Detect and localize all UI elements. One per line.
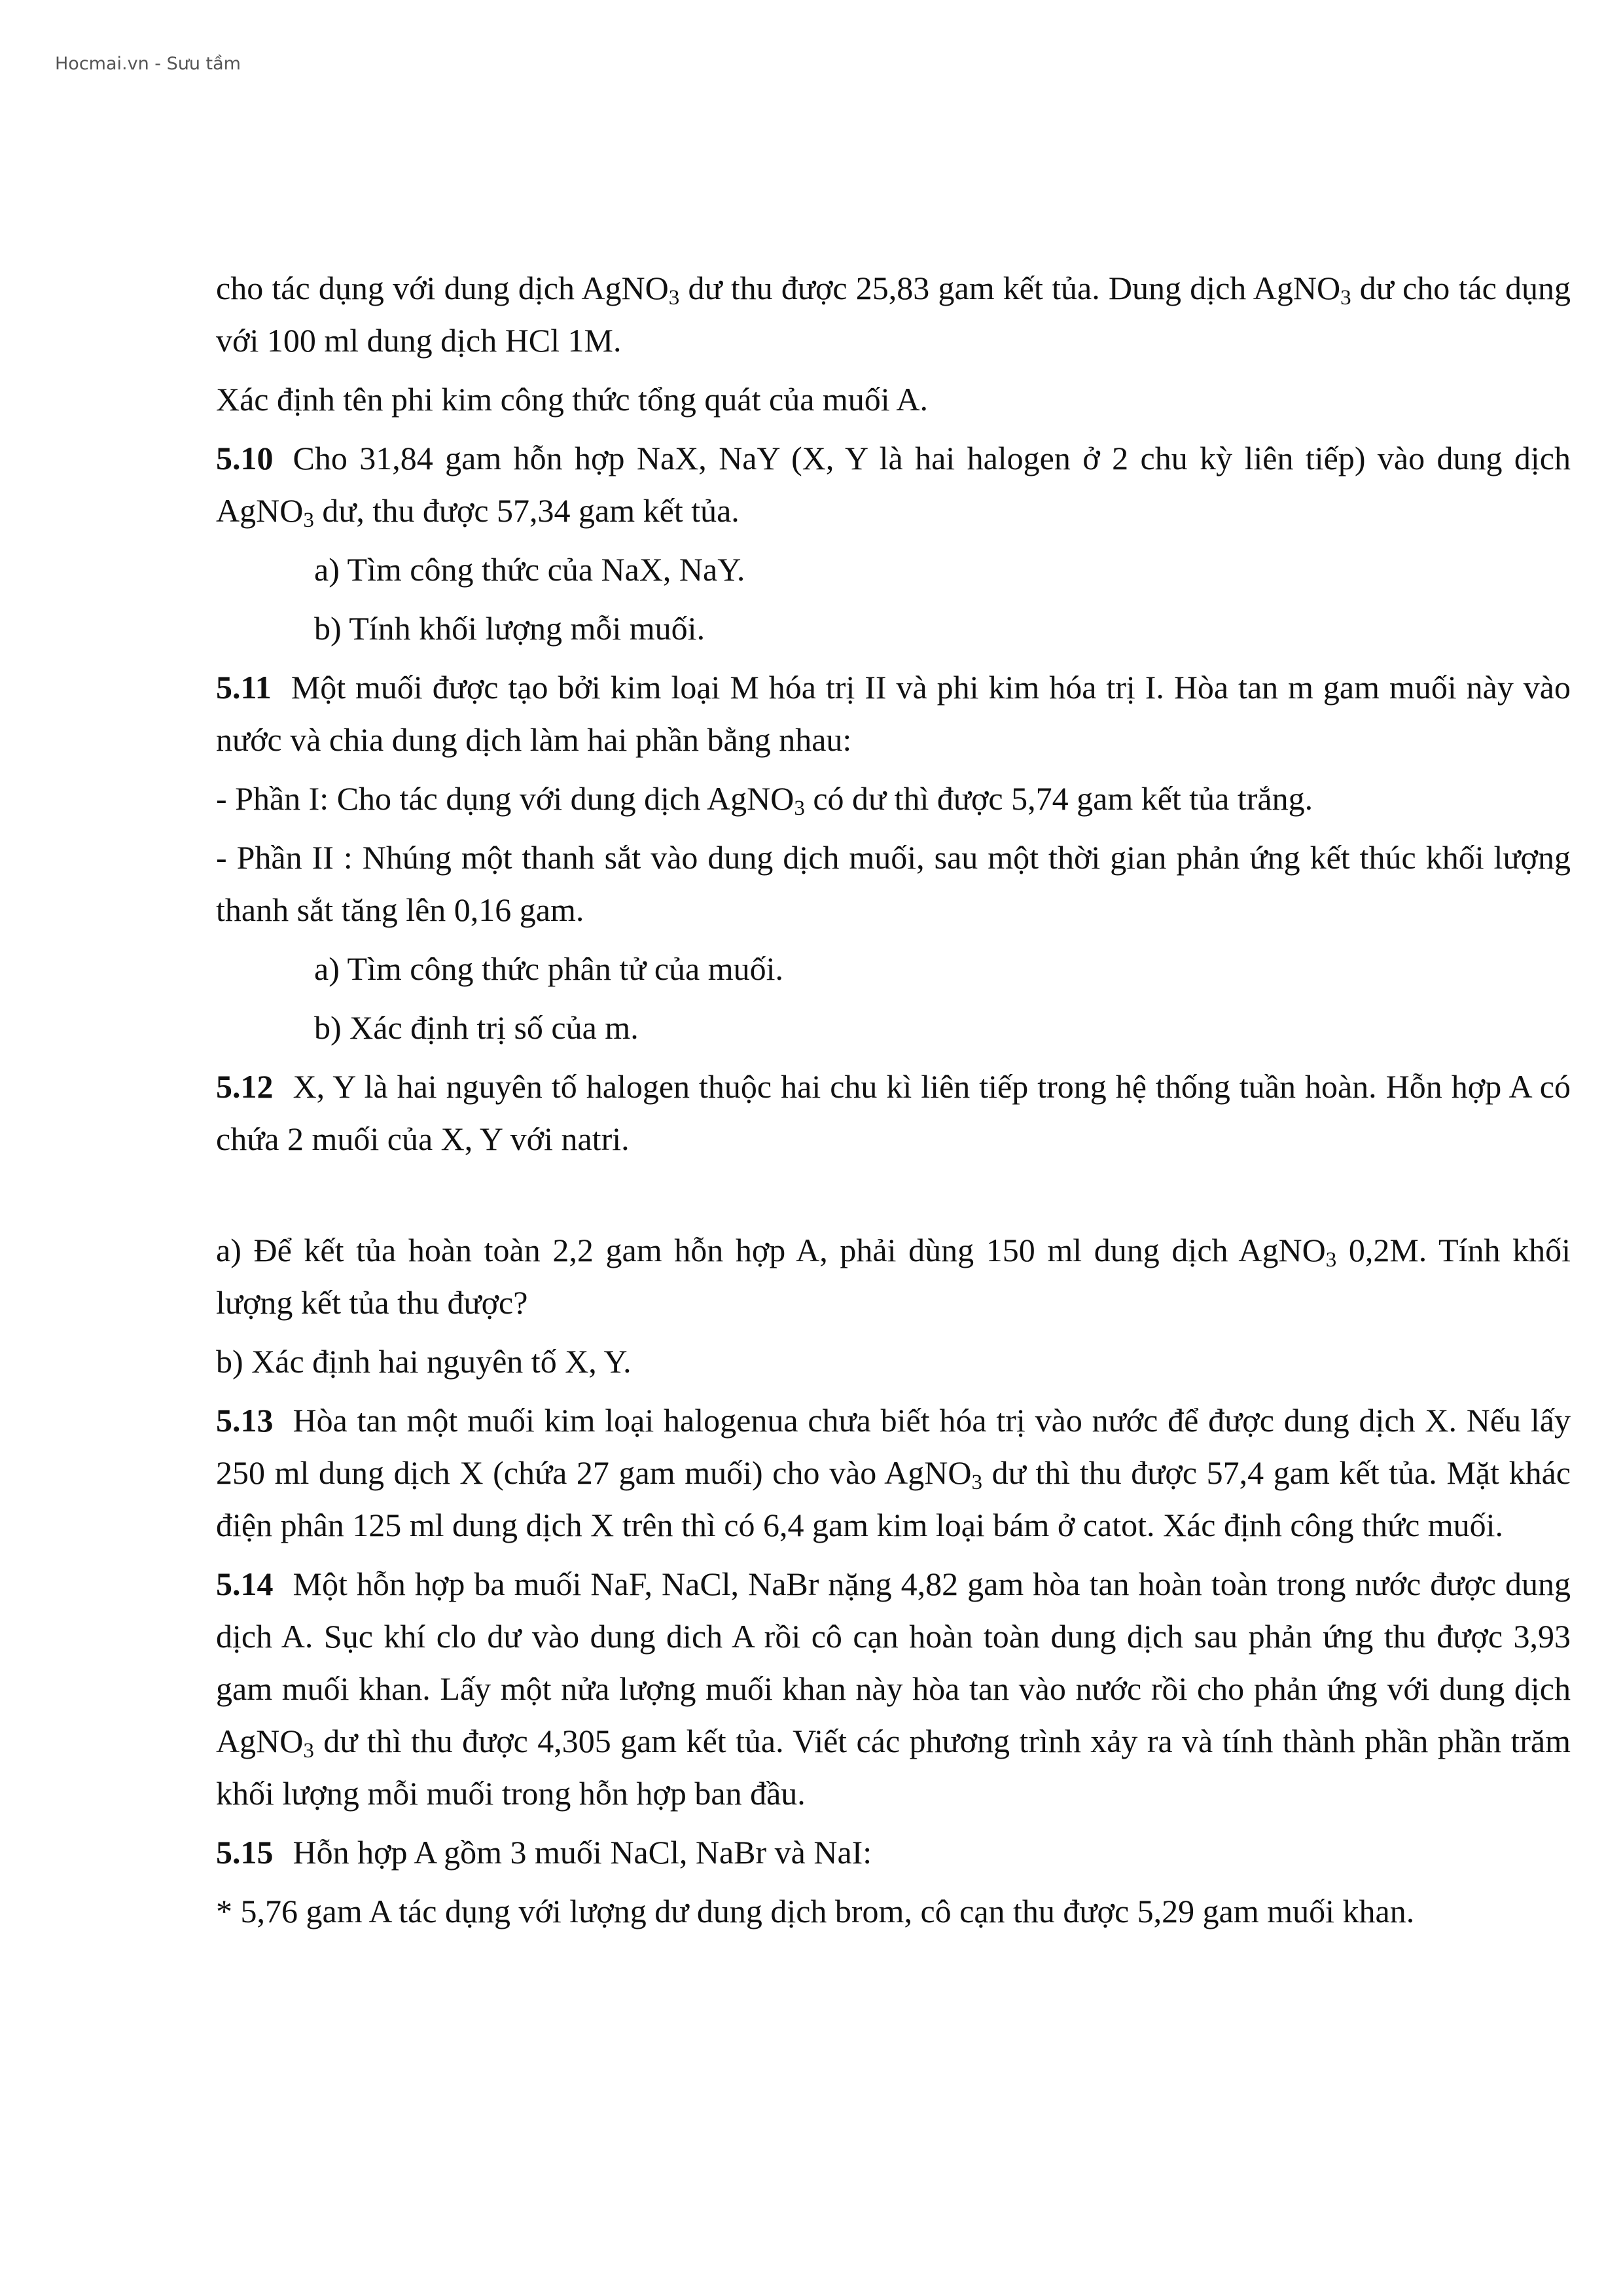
- problem-5-13: 5.13 Hòa tan một muối kim loại halogenua chưa biết hóa trị vào nước để được dung dịch X. Nếu lấy 250 ml dung dịch X (chứa 27 gam muối) cho vào AgNO$_3$ dư thì thu được 57,4 gam kết tủa. Mặt khác điện phân 125 ml dung dịch X trên thì có 6,4 gam kim loại bám ở catot. Xác định công thức muối.: [216, 1402, 1571, 1543]
- problem-number: 5.13: [216, 1402, 274, 1439]
- problem-5-12-item-a: a) Để kết tủa hoàn toàn 2,2 gam hỗn hợp A, phải dùng 150 ml dung dịch AgNO$_3$ 0,2M. Tính khối lượng kết tủa thu được?: [216, 1232, 1571, 1321]
- problem-5-14: 5.14 Một hỗn hợp ba muối NaF, NaCl, NaBr nặng 4,82 gam hòa tan hoàn toàn trong nước được dung dịch A. Sục khí clo dư vào dung dich A rồi cô cạn hoàn toàn dung dịch sau phản ứng thu được 3,93 gam muối khan. Lấy một nửa lượng muối khan này hòa tan vào nước rồi cho phản ứng với dung dịch AgNO$_3$ dư thì thu được 4,305 gam kết tủa. Viết các phương trình xảy ra và tính thành phần phần trăm khối lượng mỗi muối trong hỗn hợp ban đầu.: [216, 1566, 1571, 1812]
- problem-5-15-item-1: * 5,76 gam A tác dụng với lượng dư dung dịch brom, cô cạn thu được 5,29 gam muối khan.: [216, 1893, 1415, 1929]
- problem-number: 5.10: [216, 440, 274, 476]
- problem-number: 5.11: [216, 669, 272, 706]
- problem-5-10-item-a: a) Tìm công thức của NaX, NaY.: [314, 551, 745, 588]
- problem-5-12: 5.12 X, Y là hai nguyên tố halogen thuộc hai chu kì liên tiếp trong hệ thống tuần hoàn. Hỗn hợp A có chứa 2 muối của X, Y với natri.: [216, 1068, 1571, 1157]
- problem-number: 5.12: [216, 1068, 274, 1105]
- problem-5-11-part-1: - Phần I: Cho tác dụng với dung dịch AgNO$_3$ có dư thì được 5,74 gam kết tủa trắng.: [216, 780, 1313, 820]
- paragraph-question-a: Xác định tên phi kim công thức tổng quát của muối A.: [216, 381, 929, 418]
- problem-5-15: 5.15 Hỗn hợp A gồm 3 muối NaCl, NaBr và NaI:: [216, 1834, 872, 1871]
- document-body: [216, 262, 1571, 1944]
- problem-5-11-part-2: - Phần II : Nhúng một thanh sắt vào dung dịch muối, sau một thời gian phản ứng kết thúc khối lượng thanh sắt tăng lên 0,16 gam.: [216, 839, 1571, 928]
- problem-5-10: 5.10 Cho 31,84 gam hỗn hợp NaX, NaY (X, Y là hai halogen ở 2 chu kỳ liên tiếp) vào dung dịch AgNO$_3$ dư, thu được 57,34 gam kết tủa.: [216, 440, 1571, 532]
- page-header-source: Hocmai.vn - Sưu tầm: [55, 54, 241, 74]
- problem-5-11-item-b: b) Xác định trị số của m.: [314, 1009, 639, 1046]
- problem-number: 5.14: [216, 1566, 274, 1602]
- problem-5-10-item-b: b) Tính khối lượng mỗi muối.: [314, 610, 705, 647]
- problem-number: 5.15: [216, 1834, 274, 1871]
- problem-5-11-item-a: a) Tìm công thức phân tử của muối.: [314, 950, 783, 987]
- paragraph-continuation: cho tác dụng với dung dịch AgNO$_3$ dư thu được 25,83 gam kết tủa. Dung dịch AgNO$_3$ dư cho tác dụng với 100 ml dung dịch HCl 1M.: [216, 270, 1571, 359]
- problem-5-11: 5.11 Một muối được tạo bởi kim loại M hóa trị II và phi kim hóa trị I. Hòa tan m gam muối này vào nước và chia dung dịch làm hai phần bằng nhau:: [216, 669, 1571, 758]
- problem-5-12-item-b: b) Xác định hai nguyên tố X, Y.: [216, 1343, 632, 1380]
